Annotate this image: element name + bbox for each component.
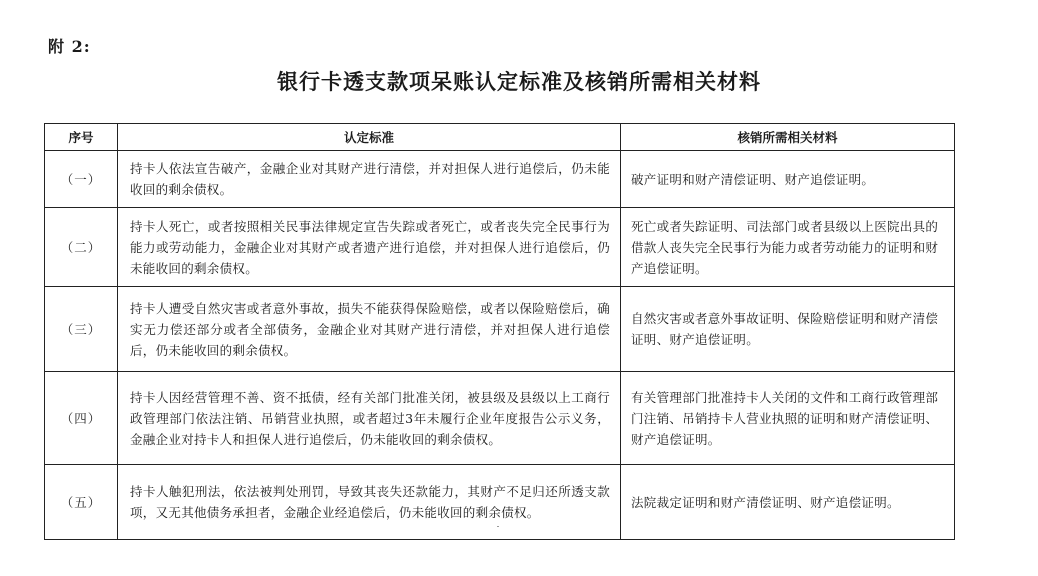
table-header-row bbox=[45, 124, 955, 151]
row-number: （三） bbox=[45, 287, 118, 372]
row-number: （一） bbox=[45, 151, 118, 208]
table-row bbox=[45, 151, 955, 208]
row-criteria: 持卡人遭受自然灾害或者意外事故，损失不能获得保险赔偿，或者以保险赔偿后，确实无力偿还部分或者全部债务，金融企业对其财产进行清偿，并对担保人进行追偿后，仍未能收回的剩余债权。 bbox=[118, 287, 621, 372]
row-number: （四） bbox=[45, 372, 118, 465]
header-criteria: 认定标准 bbox=[118, 124, 621, 151]
header-serial-number: 序号 bbox=[45, 124, 118, 151]
table-row bbox=[45, 208, 955, 287]
row-criteria: 持卡人触犯刑法，依法被判处刑罚，导致其丧失还款能力，其财产不足归还所透支款项，又无其他债务承担者，金融企业经追偿后，仍未能收回的剩余债权。 bbox=[118, 465, 621, 540]
row-criteria: 持卡人死亡，或者按照相关民事法律规定宣告失踪或者死亡，或者丧失完全民事行为能力或劳动能力，金融企业对其财产或者遗产进行追偿，并对担保人进行追偿后，仍未能收回的剩余债权。 bbox=[118, 208, 621, 287]
row-number: （五） bbox=[45, 465, 118, 540]
criteria-table bbox=[44, 123, 955, 540]
row-number: （二） bbox=[45, 208, 118, 287]
header-materials: 核销所需相关材料 bbox=[621, 124, 955, 151]
row-materials: 破产证明和财产清偿证明、财产追偿证明。 bbox=[621, 151, 955, 208]
row-criteria: 持卡人依法宣告破产，金融企业对其财产进行清偿，并对担保人进行追偿后，仍未能收回的剩余债权。 bbox=[118, 151, 621, 208]
table-row bbox=[45, 465, 955, 540]
table-row bbox=[45, 372, 955, 465]
document-title: 银行卡透支款项呆账认定标准及核销所需相关材料 bbox=[277, 69, 761, 94]
row-materials: 有关管理部门批准持卡人关闭的文件和工商行政管理部门注销、吊销持卡人营业执照的证明和财产清偿证明、财产追偿证明。 bbox=[621, 372, 955, 465]
row-criteria: 持卡人因经营管理不善、资不抵债，经有关部门批准关闭，被县级及县级以上工商行政管理部门依法注销、吊销营业执照，或者超过3年未履行企业年度报告公示义务，金融企业对持卡人和担保人进行追偿后，仍未能收回的剩余债权。 bbox=[118, 372, 621, 465]
attachment-label: 附 2: bbox=[48, 37, 91, 56]
row-materials: 法院裁定证明和财产清偿证明、财产追偿证明。 bbox=[621, 465, 955, 540]
scan-speck bbox=[497, 526, 499, 527]
table-row bbox=[45, 287, 955, 372]
row-materials: 死亡或者失踪证明、司法部门或者县级以上医院出具的借款人丧失完全民事行为能力或者劳动能力的证明和财产追偿证明。 bbox=[621, 208, 955, 287]
row-materials: 自然灾害或者意外事故证明、保险赔偿证明和财产清偿证明、财产追偿证明。 bbox=[621, 287, 955, 372]
